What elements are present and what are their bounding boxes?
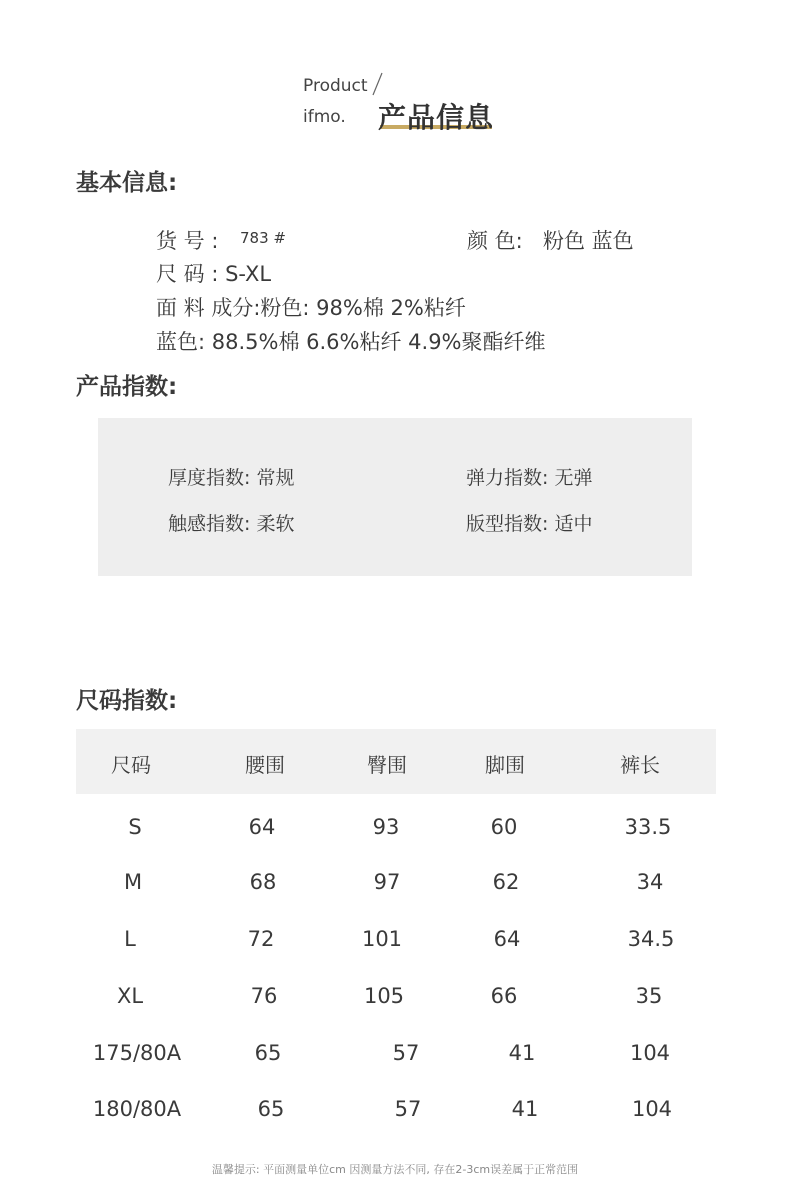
footer-note: 温馨提示: 平面测量单位cm 因测量方法不同, 存在2-3cm误差属于正常范围: [211, 1163, 579, 1176]
table-cell: 93: [372, 815, 400, 839]
table-cell: S: [128, 815, 142, 839]
table-cell: 175/80A: [92, 1041, 182, 1065]
column-header-leg-opening: 脚围: [485, 753, 525, 777]
index-label: 弹力指数:: [466, 467, 549, 489]
slash-decoration: [370, 72, 384, 96]
table-cell: 76: [250, 984, 278, 1008]
table-cell: 33.5: [624, 815, 672, 839]
table-cell: 41: [511, 1097, 539, 1121]
table-cell: 34.5: [627, 927, 675, 951]
column-header-hip: 臀围: [367, 753, 407, 777]
product-index-title: 产品指数:: [76, 374, 178, 400]
sku-value: 783 #: [240, 229, 286, 247]
table-cell: 180/80A: [92, 1097, 182, 1121]
table-cell: XL: [116, 984, 144, 1008]
product-index-panel: [98, 418, 692, 576]
fabric-line-1: 面 料 成分:粉色: 98%棉 2%粘纤: [156, 296, 466, 320]
index-value: 适中: [554, 513, 593, 535]
index-value: 常规: [256, 467, 295, 489]
table-cell: 65: [254, 1041, 282, 1065]
color-label: 颜 色:: [467, 229, 523, 253]
table-cell: 65: [257, 1097, 285, 1121]
index-label: 厚度指数:: [168, 467, 251, 489]
column-header-waist: 腰围: [245, 753, 285, 777]
fit-index: [466, 509, 592, 536]
color-value: 粉色 蓝色: [543, 229, 634, 253]
page-title: 产品信息: [378, 101, 495, 134]
sku-label: 货 号 :: [156, 229, 219, 253]
index-value: 无弹: [554, 467, 593, 489]
header-en-line2: ifmo.: [303, 107, 346, 127]
table-cell: L: [124, 927, 136, 951]
table-cell: 97: [373, 870, 401, 894]
table-cell: 34: [636, 870, 664, 894]
table-cell: 68: [249, 870, 277, 894]
table-cell: 104: [629, 1041, 671, 1065]
table-cell: 72: [247, 927, 275, 951]
table-cell: 57: [392, 1041, 420, 1065]
table-cell: 105: [363, 984, 405, 1008]
table-cell: M: [123, 870, 143, 894]
column-header-length: 裤长: [620, 753, 660, 777]
header-en-line1: Product: [303, 76, 368, 96]
basic-info-title: 基本信息:: [76, 170, 178, 196]
index-label: 版型指数:: [466, 513, 549, 535]
table-cell: 104: [631, 1097, 673, 1121]
index-label: 触感指数:: [168, 513, 251, 535]
table-cell: 62: [492, 870, 520, 894]
table-cell: 41: [508, 1041, 536, 1065]
table-cell: 64: [493, 927, 521, 951]
touch-index: [168, 509, 294, 536]
index-value: 柔软: [256, 513, 295, 535]
column-header-size: 尺码: [111, 753, 151, 777]
table-cell: 57: [394, 1097, 422, 1121]
size-line: 尺 码 : S-XL: [156, 262, 272, 286]
table-cell: 60: [490, 815, 518, 839]
table-cell: 101: [361, 927, 403, 951]
elasticity-index: [466, 463, 592, 490]
size-index-title: 尺码指数:: [76, 688, 178, 714]
table-cell: 35: [635, 984, 663, 1008]
fabric-line-2: 蓝色: 88.5%棉 6.6%粘纤 4.9%聚酯纤维: [156, 330, 546, 354]
thickness-index: [168, 463, 294, 490]
table-cell: 64: [248, 815, 276, 839]
table-cell: 66: [490, 984, 518, 1008]
